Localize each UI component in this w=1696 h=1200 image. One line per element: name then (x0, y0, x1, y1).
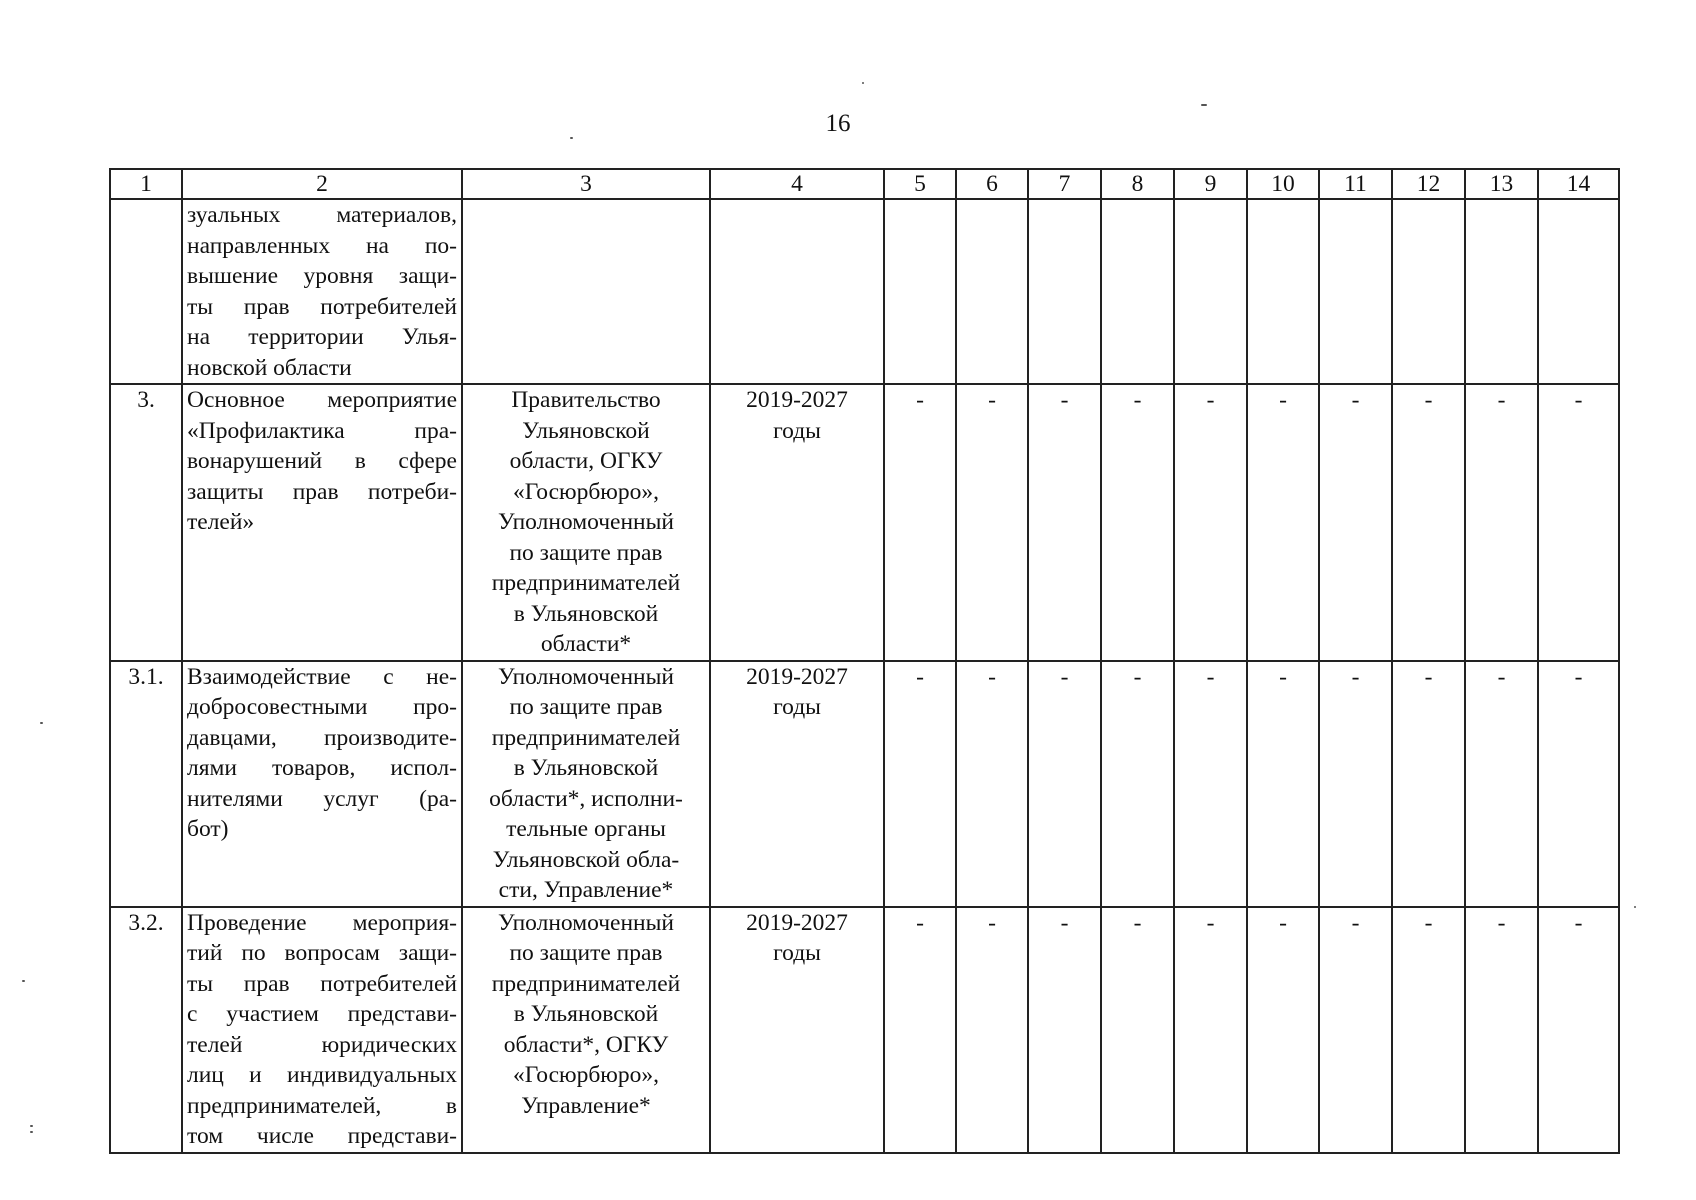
value-cell (1174, 199, 1247, 384)
column-header: 9 (1174, 169, 1247, 199)
executor-line: по защите прав (509, 694, 663, 720)
value-cell: - (1319, 907, 1392, 1153)
executor-line: в Ульяновской (513, 600, 659, 627)
name-line: Взаимодействие с не- (187, 663, 457, 690)
scan-speck (30, 1131, 33, 1133)
executor-line: области*, ОГКУ (503, 1031, 669, 1058)
name-line: Основное мероприятие (187, 387, 457, 413)
executor-line: области, ОГКУ (509, 448, 663, 474)
executor-line: Управление* (521, 1092, 651, 1119)
executor (462, 199, 710, 384)
executor-line: области*, исполни- (489, 785, 683, 812)
column-header: 4 (710, 169, 884, 199)
executor-line: по защите прав (509, 940, 663, 966)
scan-speck (40, 722, 43, 724)
name-line: Проведение мероприя- (187, 909, 457, 936)
name-line: вышение уровня защи- (187, 263, 457, 289)
value-cell (1319, 199, 1392, 384)
value-cell: - (1247, 907, 1319, 1153)
row-number: 3.1. (110, 661, 182, 907)
name-line: ты прав потребителей (187, 970, 457, 997)
executor-line: тельные органы (506, 816, 666, 842)
column-header: 13 (1465, 169, 1538, 199)
value-cell: - (1538, 907, 1619, 1153)
period-line: 2019-2027 (746, 909, 848, 936)
value-cell: - (1392, 907, 1465, 1153)
value-cell: - (956, 384, 1028, 661)
executor-line: «Госюрбюро», (513, 478, 659, 505)
value-cell (1392, 199, 1465, 384)
scan-speck (22, 980, 25, 982)
executor-line: сти, Управление* (498, 877, 674, 903)
period-line: 2019-2027 (746, 663, 848, 690)
executor (462, 661, 710, 907)
column-header: 3 (462, 169, 710, 199)
value-cell: - (956, 661, 1028, 907)
name-line: нителями услуг (ра- (187, 785, 457, 812)
table-row (110, 907, 1619, 1153)
name-line: давцами, производите- (187, 724, 457, 751)
name-line: зуальных материалов, (187, 202, 457, 228)
name-line: лиц и индивидуальных (187, 1062, 457, 1088)
name-line: с участием представи- (187, 1001, 457, 1027)
table-row (110, 384, 1619, 661)
executor (462, 384, 710, 661)
activity-name (182, 907, 462, 1153)
value-cell: - (1538, 384, 1619, 661)
activity-name (182, 384, 462, 661)
value-cell: - (1319, 384, 1392, 661)
scan-speck (570, 137, 573, 139)
value-cell: - (1101, 661, 1174, 907)
name-line: направленных на по- (187, 232, 457, 259)
value-cell: - (1028, 661, 1101, 907)
name-line: защиты прав потреби- (187, 478, 457, 505)
name-line: телей юридических (187, 1031, 457, 1058)
activity-name (182, 199, 462, 384)
executor-line: Правительство (511, 387, 661, 413)
scan-speck (1201, 104, 1207, 106)
column-header: 8 (1101, 169, 1174, 199)
value-cell: - (1174, 907, 1247, 1153)
scan-speck (30, 1125, 33, 1127)
value-cell: - (1319, 661, 1392, 907)
value-cell (1247, 199, 1319, 384)
value-cell: - (1392, 661, 1465, 907)
row-number: 3.2. (110, 907, 182, 1153)
column-header: 7 (1028, 169, 1101, 199)
executor (462, 907, 710, 1153)
value-cell: - (884, 384, 956, 661)
value-cell (1028, 199, 1101, 384)
value-cell: - (1392, 384, 1465, 661)
name-line: лями товаров, испол- (187, 755, 457, 781)
value-cell (884, 199, 956, 384)
name-line: добросовестными про- (187, 694, 457, 720)
name-line: на территории Улья- (187, 324, 457, 350)
value-cell: - (1028, 907, 1101, 1153)
executor-line: Уполномоченный (498, 909, 674, 936)
value-cell: - (1247, 661, 1319, 907)
column-header: 10 (1247, 169, 1319, 199)
value-cell: - (1465, 907, 1538, 1153)
scan-speck (1634, 906, 1636, 908)
row-number (110, 199, 182, 384)
period-line: 2019-2027 (746, 387, 848, 413)
table-row (110, 661, 1619, 907)
table-row-continuation (110, 199, 1619, 384)
name-line: предпринимателей, в (187, 1092, 457, 1119)
executor-line: предпринимателей (491, 724, 681, 751)
executor-line: предпринимателей (491, 970, 681, 997)
value-cell: - (1028, 384, 1101, 661)
name-line: новской области (187, 354, 352, 381)
value-cell: - (1174, 661, 1247, 907)
name-line: том числе представи- (187, 1123, 457, 1149)
name-line: телей» (187, 509, 255, 535)
value-cell: - (1538, 661, 1619, 907)
value-cell: - (1101, 384, 1174, 661)
page-number: 16 (825, 110, 851, 137)
value-cell: - (1465, 661, 1538, 907)
period-line: годы (773, 694, 821, 720)
value-cell: - (1101, 907, 1174, 1153)
period (710, 199, 884, 384)
executor-line: «Госюрбюро», (513, 1062, 659, 1088)
period (710, 661, 884, 907)
executor-line: предпринимателей (491, 570, 681, 596)
executor-line: Уполномоченный (498, 663, 674, 690)
column-header: 12 (1392, 169, 1465, 199)
name-line: «Профилактика пра- (187, 417, 457, 444)
header-row (110, 169, 1619, 199)
column-header: 6 (956, 169, 1028, 199)
column-header: 14 (1538, 169, 1619, 199)
column-header: 11 (1319, 169, 1392, 199)
name-line: тий по вопросам защи- (187, 940, 457, 966)
value-cell: - (884, 661, 956, 907)
scan-speck (862, 82, 864, 84)
name-line: вонарушений в сфере (187, 448, 457, 474)
row-number: 3. (110, 384, 182, 661)
column-header: 2 (182, 169, 462, 199)
executor-line: Ульяновской обла- (492, 846, 680, 873)
value-cell (956, 199, 1028, 384)
value-cell (1101, 199, 1174, 384)
period-line: годы (773, 940, 821, 966)
executor-line: области* (540, 631, 632, 657)
value-cell: - (1465, 384, 1538, 661)
value-cell: - (1174, 384, 1247, 661)
activity-name (182, 661, 462, 907)
value-cell (1465, 199, 1538, 384)
period (710, 907, 884, 1153)
value-cell: - (956, 907, 1028, 1153)
executor-line: в Ульяновской (513, 755, 659, 781)
column-header: 1 (110, 169, 182, 199)
executor-line: в Ульяновской (513, 1001, 659, 1027)
executor-line: Ульяновской (522, 417, 650, 444)
period-line: годы (773, 417, 821, 444)
executor-line: по защите прав (509, 539, 663, 566)
program-table (109, 168, 1620, 1154)
name-line: ты прав потребителей (187, 293, 457, 320)
value-cell (1538, 199, 1619, 384)
value-cell: - (1247, 384, 1319, 661)
period (710, 384, 884, 661)
column-header: 5 (884, 169, 956, 199)
name-line: бот) (187, 816, 229, 842)
executor-line: Уполномоченный (498, 509, 674, 535)
value-cell: - (884, 907, 956, 1153)
